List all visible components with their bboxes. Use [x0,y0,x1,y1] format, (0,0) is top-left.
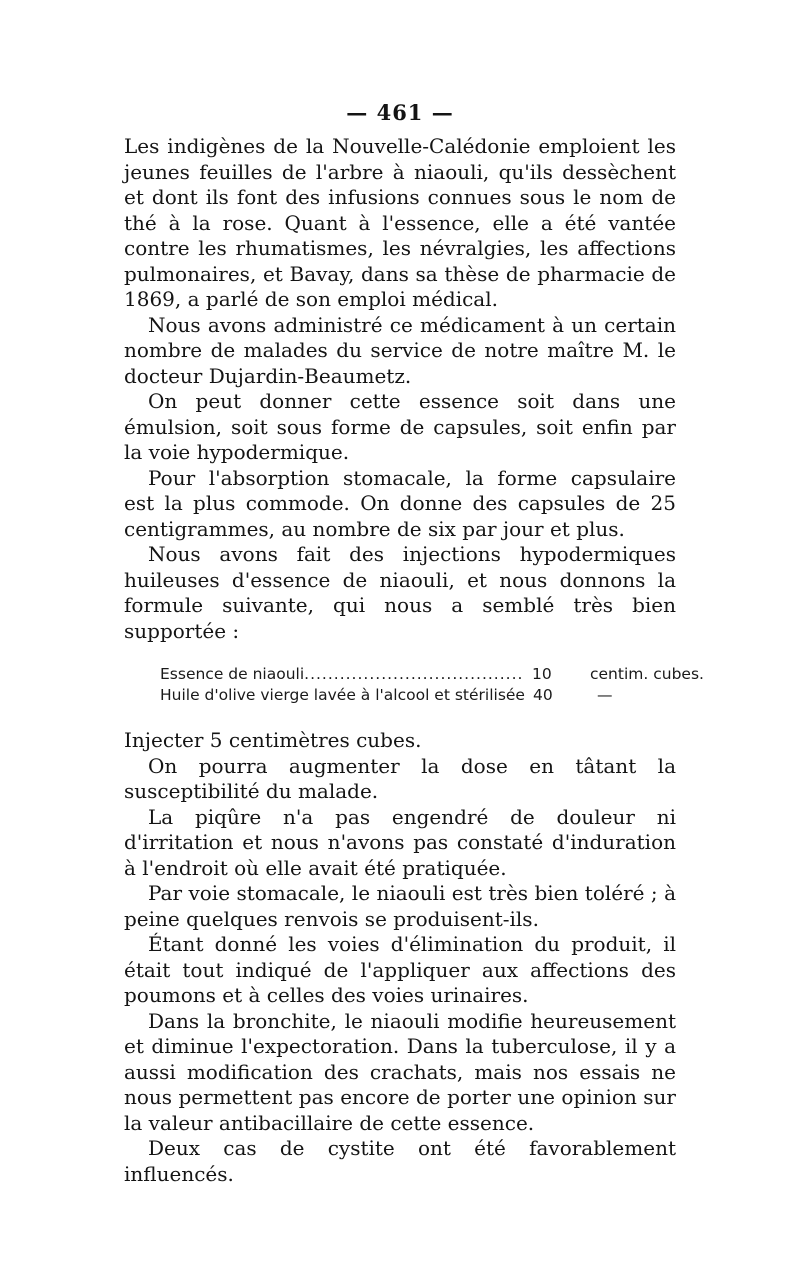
formula-row [160,685,676,706]
document-page [124,100,704,1187]
paragraph-injection-tolerance: La piqûre n'a pas engendré de douleur ni d'irritation et nous n'avons pas constaté d'induration à l'endroit où elle avait été pratiquée. [124,804,676,880]
paragraph-stomach-tolerance: Par voie stomacale, le niaouli est très bien toléré ; à peine quelques renvois se produisent-ils. [124,881,676,931]
paragraph-bronchitis: Dans la bronchite, le niaouli modifie heureusement et diminue l'expectoration. Dans la tuberculose, il y a aussi modification des crachats, mais nos essais ne nous permettent pas encore de porter une opinion sur la valeur antibacillaire de cette essence. [124,1008,676,1135]
paragraph-cystitis: Deux cas de cystite ont été favorablement influencés. [124,1136,676,1186]
paragraph-dose: Injecter 5 centimètres cubes. [124,728,422,752]
paragraph-elimination: Étant donné les voies d'élimination du produit, il était tout indiqué de l'appliquer aux affections des poumons et à celles des voies urinaires. [124,932,676,1007]
page-number: — 461 — [346,100,454,125]
paragraph-administration: Nous avons administré ce médicament à un certain nombre de malades du service de notre maître M. le docteur Dujardin-Beaumetz. [124,312,676,388]
formula-table [160,664,704,706]
formula-unit: centim. cubes. [590,665,704,683]
formula-unit: — [596,686,613,704]
formula-ingredient: Huile d'olive vierge lavée à l'alcool et stérilisée [160,686,525,704]
paragraph-niaouli-intro: Les indigènes de la Nouvelle-Calédonie emploient les jeunes feuilles de l'arbre à niaouli, qu'ils dessèchent et dont ils font des infusions connues sous le nom de thé à la rose. Quant à l'essence, elle a été vantée contre les rhumatismes, les névralgies, les affections pulmonaires, et Bavay, dans sa thèse de pharmacie de 1869, a parlé de son emploi médical. [124,134,676,311]
paragraph-susceptibility: On pourra augmenter la dose en tâtant la susceptibilité du malade. [124,753,676,803]
paragraph-injections: Nous avons fait des injections hypodermiques huileuses d'essence de niaouli, et nous donnons la formule suivante, qui nous a semblé très bien supportée : [124,542,676,643]
paragraph-forms: On peut donner cette essence soit dans une émulsion, soit sous forme de capsules, soit enfin par la voie hypodermique. [124,389,676,464]
formula-row [160,664,704,685]
paragraph-capsules: Pour l'absorption stomacale, la forme capsulaire est la plus commode. On donne des capsules de 25 centigrammes, au nombre de six par jour et plus. [124,465,676,541]
formula-quantity: 40 [532,686,553,704]
formula-ingredient: Essence de niaouli [160,665,305,683]
formula-quantity: 10 [532,665,552,683]
leader-dots [304,664,524,685]
